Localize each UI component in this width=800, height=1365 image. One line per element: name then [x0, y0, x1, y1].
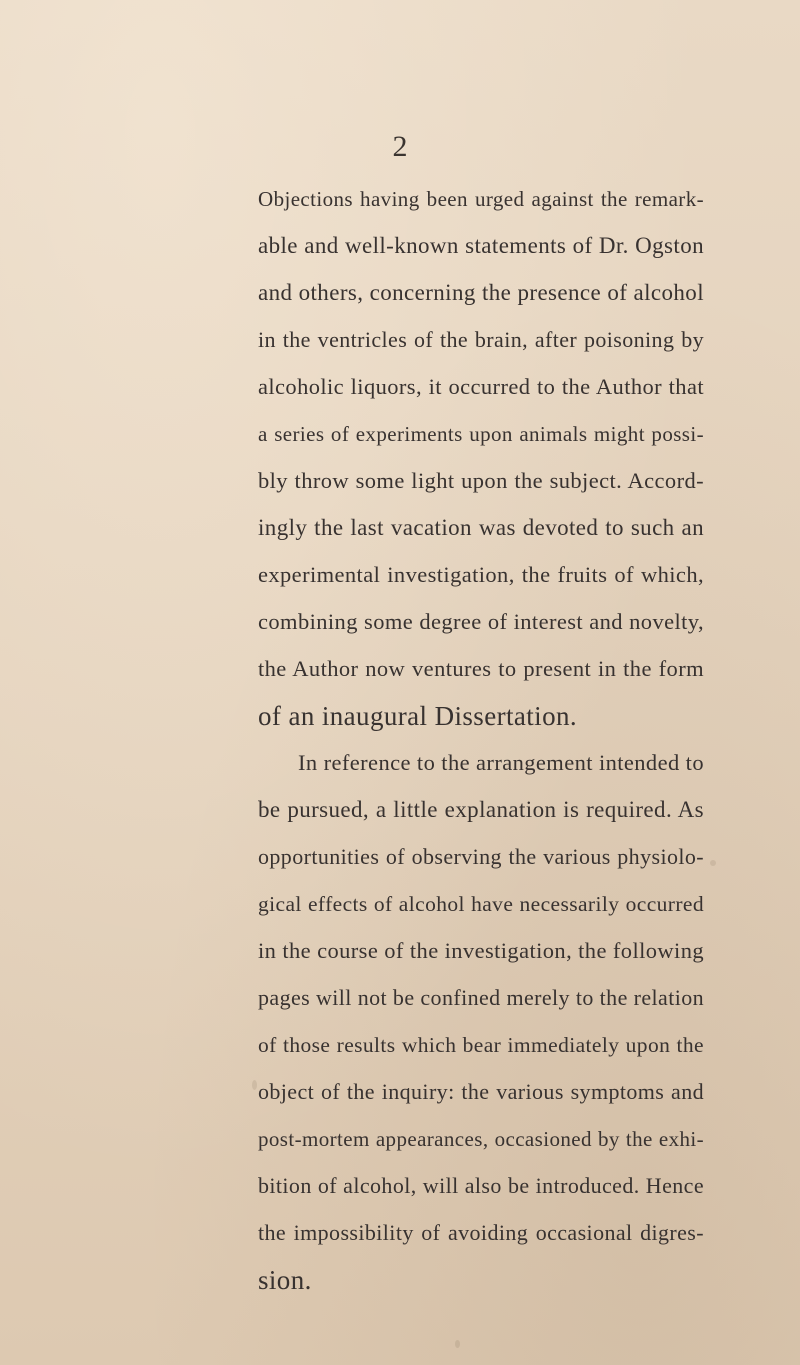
text-line: alcoholic liquors, it occurred to the Author that — [258, 374, 704, 399]
text-line: of an inaugural Dissertation. — [258, 701, 578, 731]
ink-speck — [710, 860, 716, 866]
text-line: object of the inquiry: the various symptoms and — [258, 1079, 704, 1104]
text-line: the Author now ventures to present in the form — [258, 656, 704, 681]
text-line: bition of alcohol, will also be introduced. Hence — [258, 1173, 704, 1198]
ink-speck — [252, 1080, 257, 1090]
text-line: gical effects of alcohol have necessarily occurred — [258, 892, 704, 916]
text-line: experimental investigation, the fruits of which, — [258, 562, 704, 587]
text-line: of those results which bear immediately upon the — [258, 1033, 704, 1057]
text-line: combining some degree of interest and novelty, — [258, 609, 704, 634]
text-line: a series of experiments upon animals might possi- — [258, 422, 704, 446]
text-line: pages will not be confined merely to the relation — [258, 985, 705, 1010]
text-line: and others, concerning the presence of alcohol — [258, 280, 704, 305]
text-line: be pursued, a little explanation is required. As — [258, 797, 704, 822]
text-line: post-mortem appearances, occasioned by the exhi- — [258, 1127, 704, 1151]
ink-speck — [455, 1340, 460, 1348]
text-line: in the course of the investigation, the following — [258, 938, 704, 963]
text-line: In reference to the arrangement intended to — [298, 750, 704, 775]
text-line: sion. — [258, 1265, 312, 1295]
text-line: Objections having been urged against the remark- — [258, 187, 704, 211]
text-line: ingly the last vacation was devoted to such an — [258, 515, 704, 540]
text-line: the impossibility of avoiding occasional digres- — [258, 1220, 704, 1245]
text-line: in the ventricles of the brain, after poisoning by — [258, 327, 704, 352]
text-line: opportunities of observing the various physiolo- — [258, 844, 704, 869]
text-line: bly throw some light upon the subject. Accord- — [258, 468, 704, 493]
text-line: able and well-known statements of Dr. Ogston — [258, 233, 704, 258]
page-number: 2 — [392, 130, 408, 163]
